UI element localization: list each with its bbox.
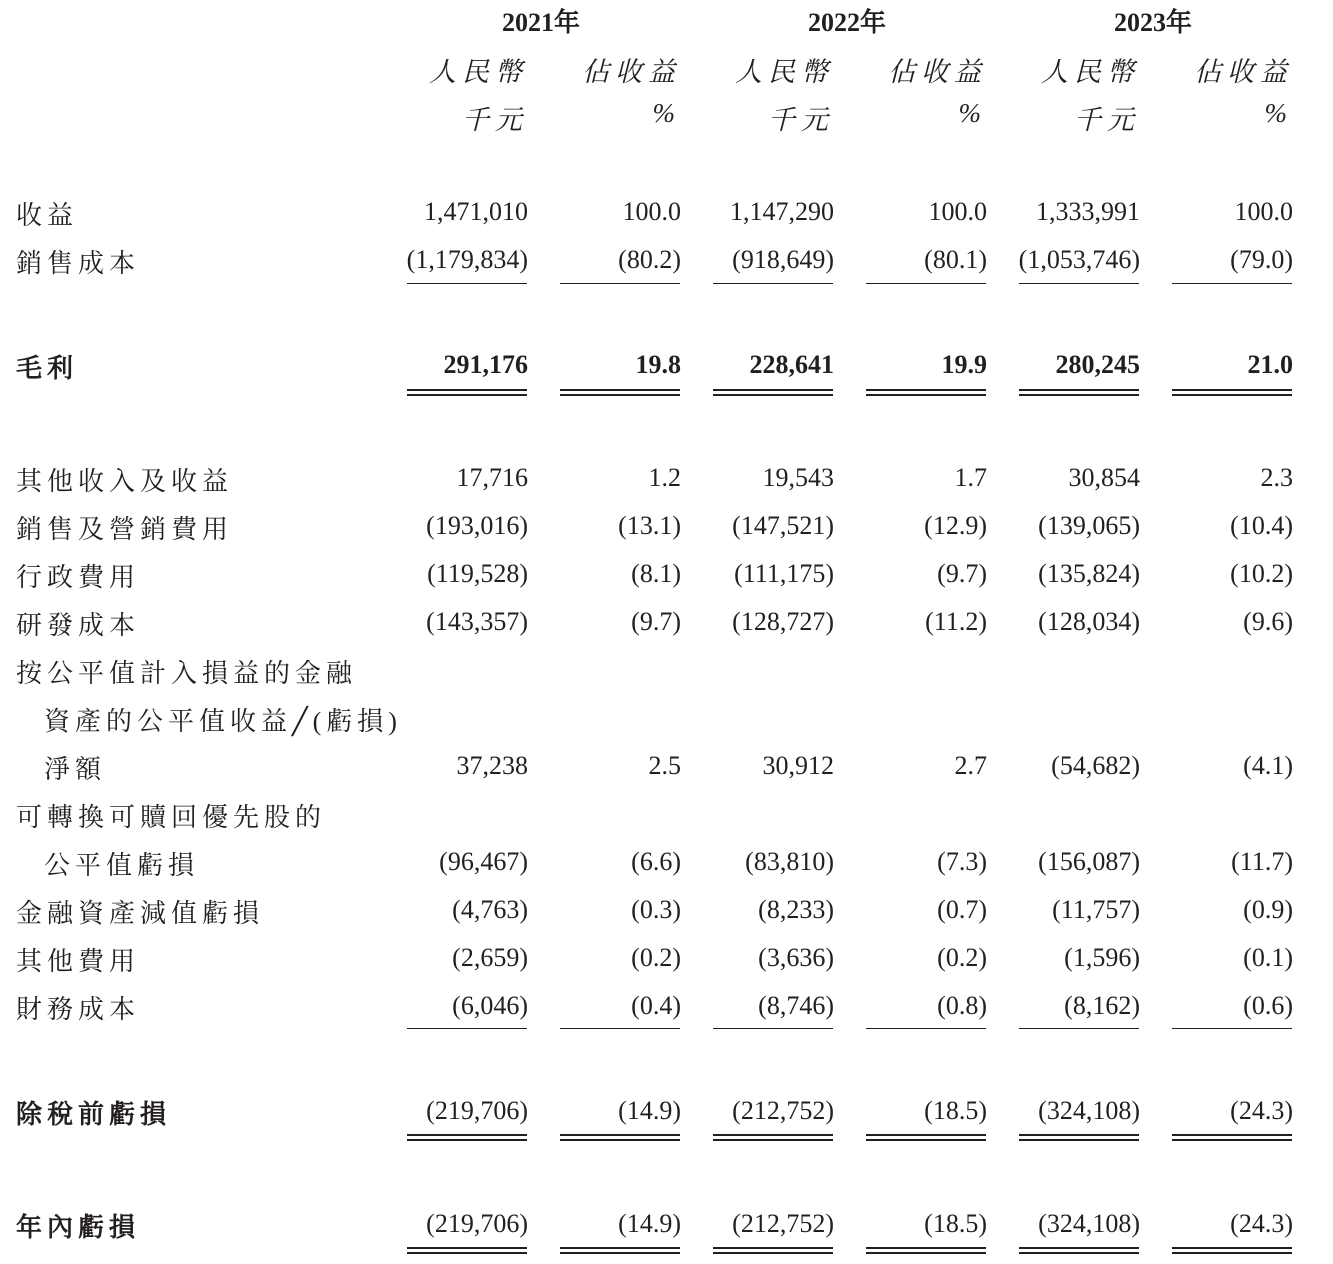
row-label-fvtpl-line3: 淨額 [44,755,107,784]
cell: (0.3) [631,895,681,924]
total-double-rule [866,389,986,396]
row-label-preferred-shares-line1: 可轉換可贖回優先股的 [16,803,327,832]
cell: (8,233) [758,895,834,924]
cell: (0.1) [1243,943,1293,972]
total-double-rule [1172,1247,1292,1254]
row-label-admin-expenses: 行政費用 [16,563,141,592]
subtotal-rule [407,283,527,284]
cell: (24.3) [1230,1096,1293,1125]
subtotal-rule [1172,283,1292,284]
cell: (9.7) [937,559,987,588]
cell: 19,543 [762,463,834,492]
cell: 1.7 [954,463,987,492]
row-label-rd-costs: 研發成本 [16,611,141,640]
year-header-2021: 2021年 [501,8,580,37]
subtotal-rule [866,1028,986,1029]
cell: (3,636) [758,943,834,972]
cell: (54,682) [1051,751,1140,780]
cell: (80.2) [618,245,681,274]
total-double-rule [1172,389,1292,396]
cell: 2.7 [954,751,987,780]
row-label-other-income: 其他收入及收益 [16,467,234,496]
share-header-2021: 佔收益 [582,57,681,87]
total-double-rule [407,389,527,396]
percent-header-2021: % [652,98,681,128]
cell: (0.2) [937,943,987,972]
row-label-fvtpl-line1: 按公平值計入損益的金融 [16,659,358,688]
subtotal-rule [1172,1028,1292,1029]
subtotal-rule [560,283,680,284]
cell: 280,245 [1055,350,1140,379]
cell: (111,175) [734,559,834,588]
cell: 30,854 [1068,463,1140,492]
cell: (0.9) [1243,895,1293,924]
row-label-gross-profit: 毛利 [16,354,79,383]
total-double-rule [713,1247,833,1254]
cell: 30,912 [762,751,834,780]
cell: (2,659) [452,943,528,972]
total-double-rule [407,1134,527,1141]
cell: 21.0 [1247,350,1293,379]
cell: (193,016) [426,511,528,540]
cell: (9.7) [631,607,681,636]
cell: (0.2) [631,943,681,972]
row-label-other-expenses: 其他費用 [16,947,141,976]
subtotal-rule [407,1028,527,1029]
currency-header-2023: 人民幣 [1041,57,1140,87]
cell: (156,087) [1038,847,1140,876]
cell: (14.9) [618,1209,681,1238]
total-double-rule [866,1134,986,1141]
year-header-2022: 2022年 [807,8,886,37]
total-double-rule [560,1134,680,1141]
cell: (96,467) [439,847,528,876]
row-label-revenue: 收益 [16,201,79,230]
subtotal-rule [1019,283,1139,284]
cell: (8,162) [1064,991,1140,1020]
cell: (6,046) [452,991,528,1020]
cell: (80.1) [924,245,987,274]
cell: (14.9) [618,1096,681,1125]
cell: (0.7) [937,895,987,924]
cell: 19.9 [941,350,987,379]
row-label-preferred-shares-line2: 公平值虧損 [44,851,200,880]
cell: (6.6) [631,847,681,876]
row-label-impairment: 金融資產減值虧損 [16,899,265,928]
cell: (8,746) [758,991,834,1020]
cell: (7.3) [937,847,987,876]
total-double-rule [1019,389,1139,396]
unit-header-2023: 千元 [1074,105,1140,135]
total-double-rule [1172,1134,1292,1141]
subtotal-rule [560,1028,680,1029]
cell: (918,649) [732,245,834,274]
cell: (139,065) [1038,511,1140,540]
cell: (10.2) [1230,559,1293,588]
cell: 19.8 [635,350,681,379]
cell: 100.0 [622,197,681,226]
cell: (18.5) [924,1096,987,1125]
cell: (119,528) [427,559,528,588]
total-double-rule [713,1134,833,1141]
cell: (324,108) [1038,1209,1140,1238]
cell: 1,471,010 [424,197,528,226]
cell: (128,034) [1038,607,1140,636]
row-label-finance-costs: 財務成本 [16,995,141,1024]
subtotal-rule [713,283,833,284]
row-label-cost-of-sales: 銷售成本 [16,249,141,278]
total-double-rule [866,1247,986,1254]
cell: 1.2 [648,463,681,492]
cell: 17,716 [456,463,528,492]
percent-header-2023: % [1264,98,1293,128]
cell: (11,757) [1052,895,1140,924]
row-label-fvtpl-line2: 資產的公平值收益╱(虧損) [44,707,402,736]
cell: (12.9) [924,511,987,540]
cell: (83,810) [745,847,834,876]
share-header-2023: 佔收益 [1194,57,1293,87]
cell: (24.3) [1230,1209,1293,1238]
cell: (4.1) [1243,751,1293,780]
total-double-rule [1019,1134,1139,1141]
total-double-rule [713,389,833,396]
cell: (13.1) [618,511,681,540]
year-header-2023: 2023年 [1113,8,1192,37]
cell: 2.3 [1260,463,1293,492]
cell: (4,763) [452,895,528,924]
cell: (219,706) [426,1096,528,1125]
share-header-2022: 佔收益 [888,57,987,87]
percent-header-2022: % [958,98,987,128]
row-label-loss-for-year: 年內虧損 [16,1213,141,1242]
cell: 2.5 [648,751,681,780]
cell: 100.0 [928,197,987,226]
cell: (1,179,834) [406,245,528,274]
cell: 37,238 [456,751,528,780]
cell: (8.1) [631,559,681,588]
cell: (79.0) [1230,245,1293,274]
cell: (1,596) [1064,943,1140,972]
cell: 1,333,991 [1036,197,1140,226]
cell: (128,727) [732,607,834,636]
cell: 100.0 [1234,197,1293,226]
currency-header-2022: 人民幣 [735,57,834,87]
cell: (1,053,746) [1018,245,1140,274]
cell: (135,824) [1038,559,1140,588]
cell: (212,752) [732,1096,834,1125]
total-double-rule [1019,1247,1139,1254]
total-double-rule [560,389,680,396]
subtotal-rule [1019,1028,1139,1029]
currency-header-2021: 人民幣 [429,57,528,87]
cell: 228,641 [749,350,834,379]
row-label-loss-before-tax: 除稅前虧損 [16,1100,172,1129]
cell: (147,521) [732,511,834,540]
total-double-rule [560,1247,680,1254]
cell: 1,147,290 [730,197,834,226]
cell: (11.2) [925,607,987,636]
subtotal-rule [866,283,986,284]
cell: (219,706) [426,1209,528,1238]
unit-header-2021: 千元 [462,105,528,135]
cell: (0.4) [631,991,681,1020]
cell: (10.4) [1230,511,1293,540]
cell: (143,357) [426,607,528,636]
cell: 291,176 [443,350,528,379]
cell: (9.6) [1243,607,1293,636]
total-double-rule [407,1247,527,1254]
subtotal-rule [713,1028,833,1029]
row-label-selling-expenses: 銷售及營銷費用 [16,515,234,544]
cell: (0.6) [1243,991,1293,1020]
cell: (212,752) [732,1209,834,1238]
cell: (11.7) [1231,847,1293,876]
cell: (18.5) [924,1209,987,1238]
cell: (0.8) [937,991,987,1020]
cell: (324,108) [1038,1096,1140,1125]
unit-header-2022: 千元 [768,105,834,135]
